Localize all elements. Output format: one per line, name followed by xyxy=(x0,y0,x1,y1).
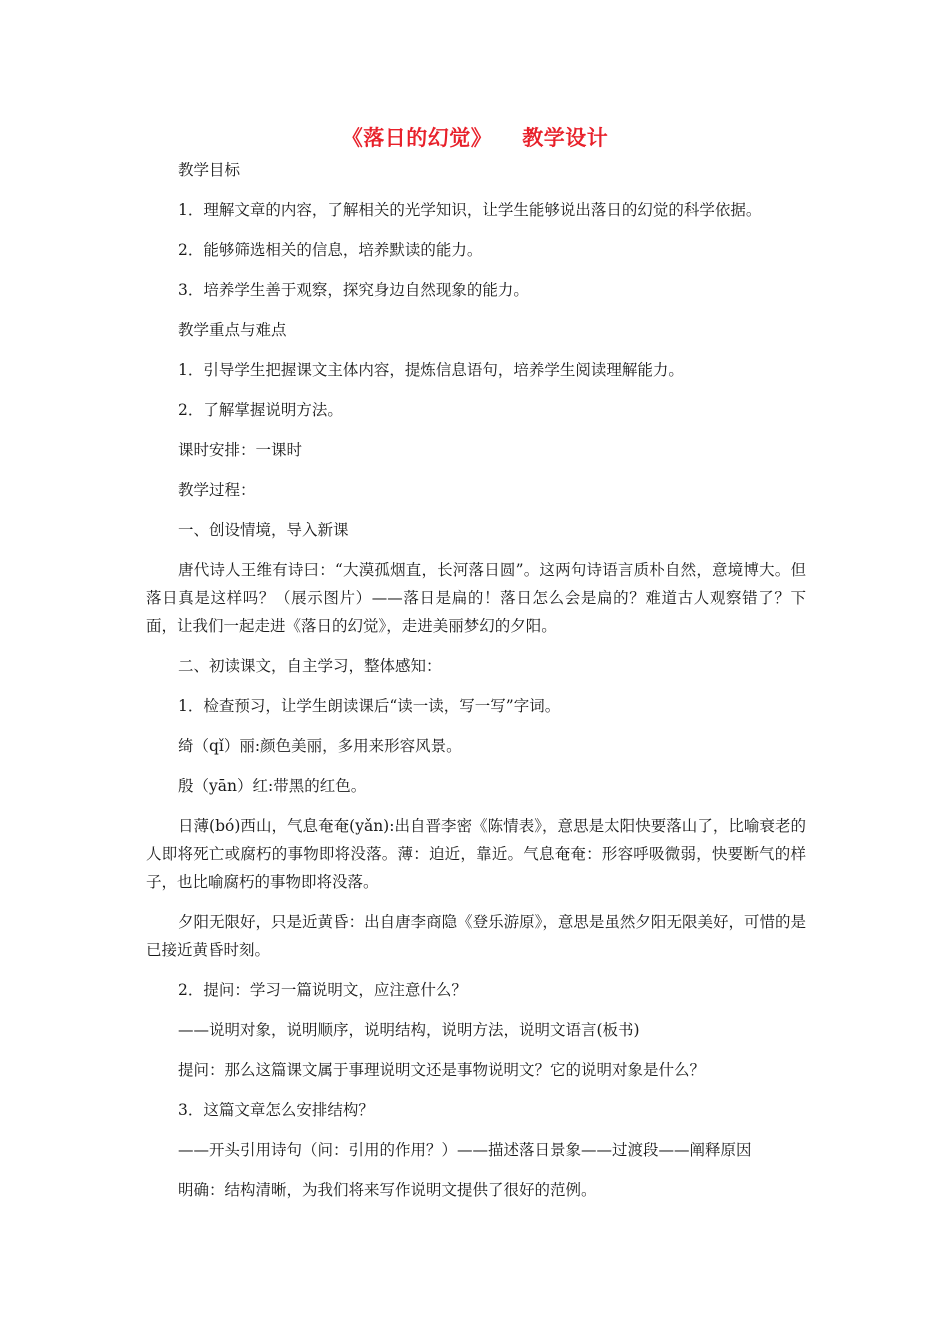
section-heading-key-points: 教学重点与难点 xyxy=(178,321,287,339)
goal-item-3: 3．培养学生善于观察，探究身边自然现象的能力。 xyxy=(178,281,529,299)
vocab-ribaoxishan: 日薄(bó)西山，气息奄奄(yǎn):出自晋李密《陈情表》，意思是太阳快要落山了，比喻衰老的人即将死亡或腐朽的事物即将没落。薄：迫近，靠近。气息奄奄：形容呼吸微弱，快要断气的样子，也比喻腐朽的事物即将没落。 xyxy=(146,817,806,891)
key-point-1: 1．引导学生把握课文主体内容，提炼信息语句，培养学生阅读理解能力。 xyxy=(178,361,684,379)
goal-item-1: 1．理解文章的内容，了解相关的光学知识，让学生能够说出落日的幻觉的科学依据。 xyxy=(178,201,762,219)
intro-paragraph: 唐代诗人王维有诗曰：“大漠孤烟直，长河落日圆”。这两句诗语言质朴自然，意境博大。但落日真是这样吗？（展示图片）——落日是扁的！落日怎么会是扁的？难道古人观察错了？下面，让我们一起走进《落日的幻觉》，走进美丽梦幻的夕阳。 xyxy=(146,561,806,635)
goal-item-2: 2．能够筛选相关的信息，培养默读的能力。 xyxy=(178,241,483,259)
title-sub: 教学设计 xyxy=(522,126,609,150)
answer-3: ——开头引用诗句（问：引用的作用？）——描述落日景象——过渡段——阐释原因 xyxy=(178,1141,752,1159)
vocab-xiyang: 夕阳无限好，只是近黄昏：出自唐李商隐《登乐游原》，意思是虽然夕阳无限美好，可惜的是已接近黄昏时刻。 xyxy=(146,913,806,959)
document-title xyxy=(0,124,950,152)
preview-check: 1．检查预习，让学生朗读课后“读一读，写一写”字词。 xyxy=(178,697,561,715)
question-2: 2．提问：学习一篇说明文，应注意什么？ xyxy=(178,981,467,999)
section-heading-process: 教学过程： xyxy=(178,481,256,499)
section-heading-goals: 教学目标 xyxy=(178,161,241,179)
answer-2: ——说明对象，说明顺序，说明结构，说明方法，说明文语言(板书) xyxy=(178,1021,640,1039)
question-3: 3．这篇文章怎么安排结构？ xyxy=(178,1101,374,1119)
vocab-qili: 绮（qǐ）丽:颜色美丽，多用来形容风景。 xyxy=(178,737,462,755)
vocab-yanhong: 殷（yān）红:带黑的红色。 xyxy=(178,777,367,795)
conclusion: 明确：结构清晰，为我们将来写作说明文提供了很好的范例。 xyxy=(178,1181,597,1199)
question-type: 提问：那么这篇课文属于事理说明文还是事物说明文？它的说明对象是什么？ xyxy=(178,1061,706,1079)
step-heading-2: 二、初读课文，自主学习，整体感知： xyxy=(178,657,442,675)
key-point-2: 2．了解掌握说明方法。 xyxy=(178,401,343,419)
step-heading-1: 一、创设情境，导入新课 xyxy=(178,521,349,539)
schedule-line: 课时安排：一课时 xyxy=(178,441,303,459)
title-main: 《落日的幻觉》 xyxy=(341,126,493,150)
document-body xyxy=(146,156,806,1216)
